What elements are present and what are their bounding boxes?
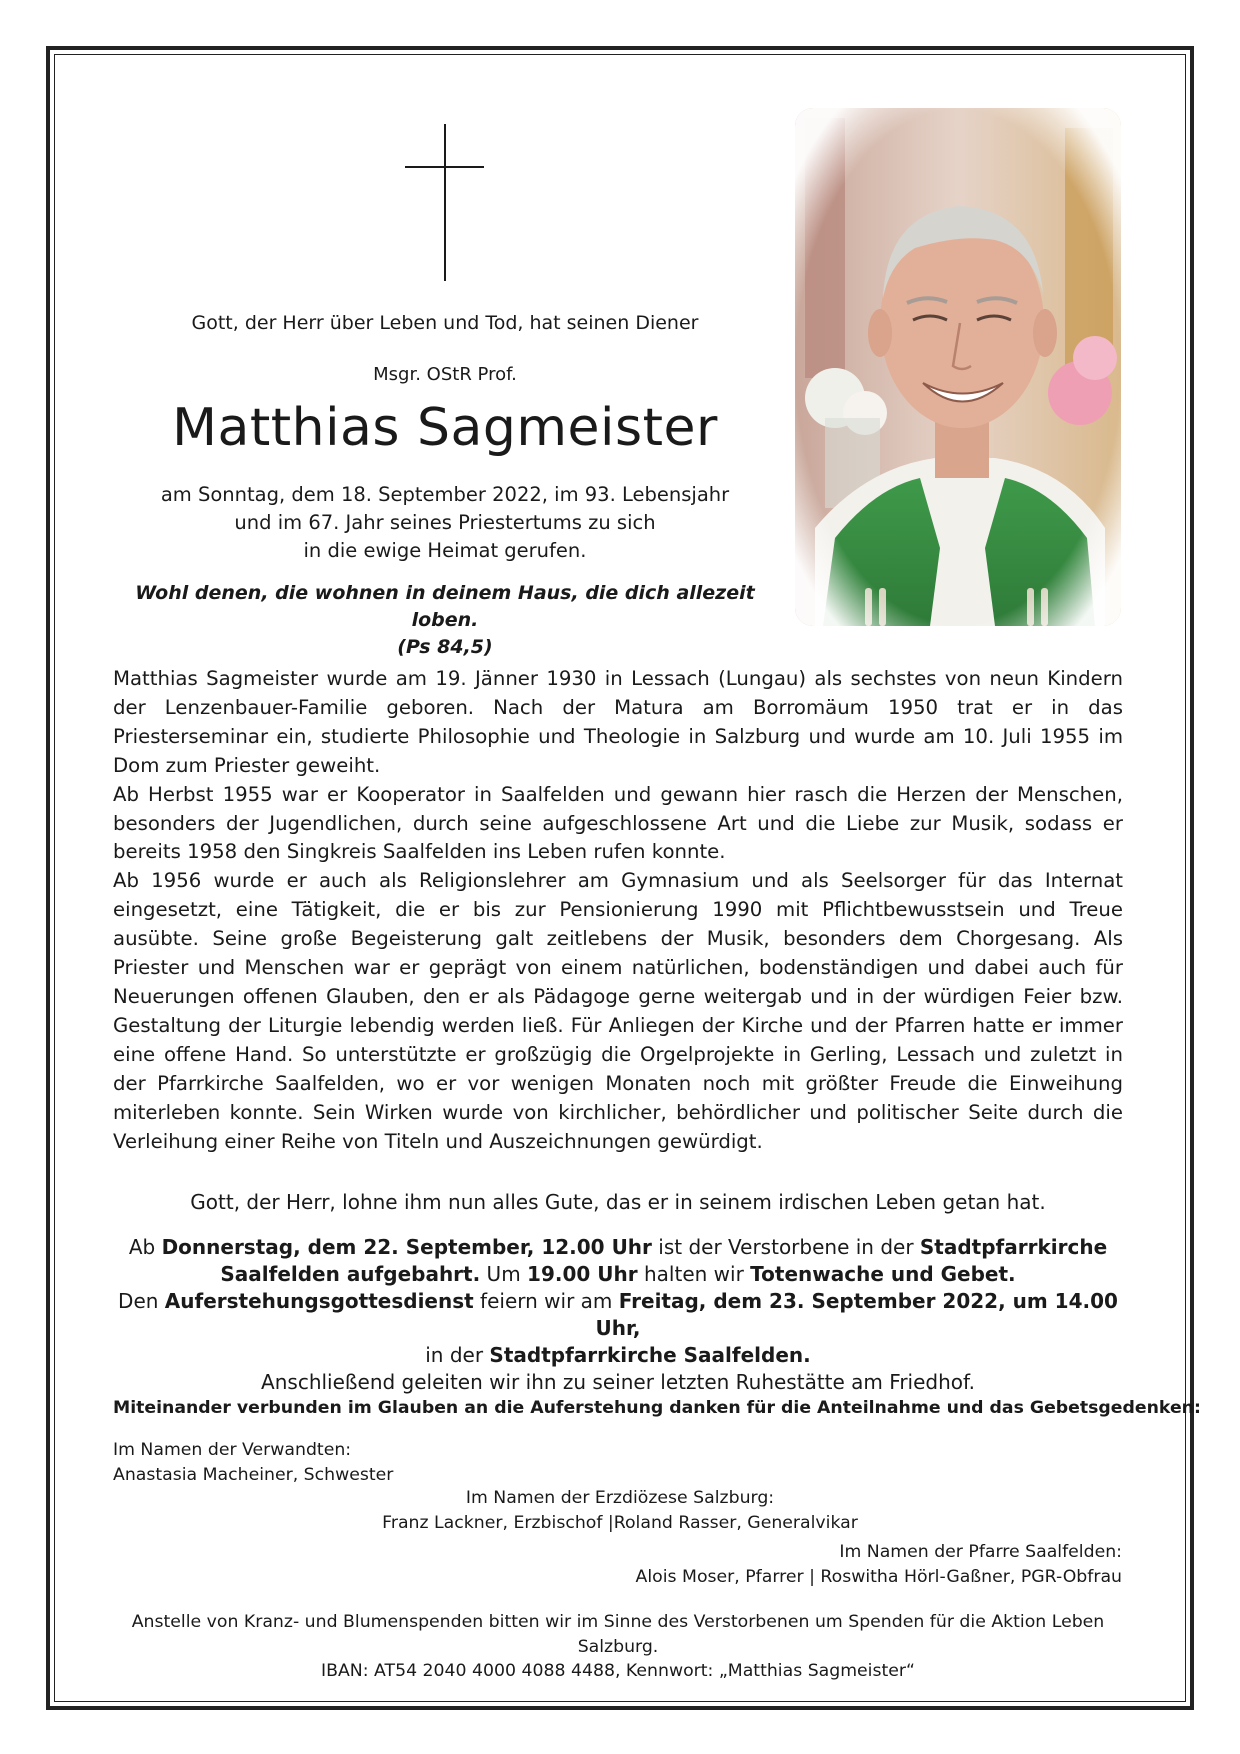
death-line: in die ewige Heimat gerufen. [303, 539, 587, 562]
signature-names: Anastasia Macheiner, Schwester [113, 1464, 394, 1485]
death-line: und im 67. Jahr seines Priestertums zu sich [234, 511, 656, 534]
signature-names: Franz Lackner, Erzbischof |Roland Rasser, Generalvikar [382, 1512, 858, 1533]
biography-paragraph: Ab Herbst 1955 war er Kooperator in Saalfelden und gewann hier rasch die Herzen der Menschen, besonders der Jugendlichen, durch seine aufgeschlossene Art und die Liebe zur Musik, sodass er bereits 1958 den Singkreis Saalfelden ins Leben rufen konnte. [113, 782, 1123, 864]
intro-text: Gott, der Herr über Leben und Tod, hat seinen Diener [191, 312, 699, 334]
signature-relatives [113, 1438, 393, 1487]
portrait-photo [795, 108, 1121, 626]
donation-text: Anstelle von Kranz- und Blumenspenden bitten wir im Sinne des Verstorbenen um Spenden für die Aktion Leben Salzburg. [131, 1612, 1105, 1657]
service-details [113, 1234, 1123, 1396]
psalm-quote [110, 580, 780, 661]
donation-iban: IBAN: AT54 2040 4000 4088 4488, Kennwort: „Matthias Sagmeister“ [321, 1661, 915, 1681]
gratitude-heading: Miteinander verbunden im Glauben an die Auferstehung danken für die Anteilnahme und das Gebetsgedenken: [113, 1398, 1201, 1418]
signature-parish [636, 1540, 1122, 1589]
biography-paragraph: Matthias Sagmeister wurde am 19. Jänner 1930 in Lessach (Lungau) als sechstes von neun Kindern der Lenzenbauer-Familie geboren. Nach der Matura am Borromäum 1950 trat er in das Priesterseminar ein, studierte Philosophie und Theologie in Salzburg und wurde am 10. Juli 1955 im Dom zum Priester geweiht. [113, 667, 1123, 777]
death-line: am Sonntag, dem 18. September 2022, im 93. Lebensjahr [160, 483, 730, 506]
service-line: Ab Donnerstag, dem 22. September, 12.00 Uhr ist der Verstorbene in der Stadtpfarrkirche [128, 1235, 1108, 1259]
academic-titles: Msgr. OStR Prof. [373, 364, 517, 385]
death-notice [110, 481, 780, 565]
signature-title: Im Namen der Erzdiözese Salzburg: [465, 1488, 775, 1508]
signature-names: Alois Moser, Pfarrer | Roswitha Hörl-Gaßner, PGR-Obfrau [635, 1566, 1122, 1587]
deceased-name: Matthias Sagmeister [172, 398, 718, 458]
blessing-line: Gott, der Herr, lohne ihm nun alles Gute, das er in seinem irdischen Leben getan hat. [190, 1190, 1046, 1214]
service-line: in der Stadtpfarrkirche Saalfelden. [425, 1343, 811, 1367]
donation-note [113, 1610, 1123, 1684]
service-line: Anschließend geleiten wir ihn zu seiner letzten Ruhestätte am Friedhof. [261, 1370, 975, 1394]
signature-diocese [300, 1486, 940, 1535]
psalm-text: Wohl denen, die wohnen in deinem Haus, die dich allezeit loben. [135, 582, 755, 631]
service-line: Den Auferstehungsgottesdienst feiern wir am Freitag, dem 23. September 2022, um 14.00 Uhr, [118, 1289, 1118, 1340]
biography [113, 665, 1123, 1156]
signature-title: Im Namen der Pfarre Saalfelden: [839, 1542, 1122, 1562]
psalm-reference: (Ps 84,5) [397, 636, 493, 658]
service-line: Saalfelden aufgebahrt. Um 19.00 Uhr halten wir Totenwache und Gebet. [220, 1262, 1016, 1286]
biography-paragraph: Ab 1956 wurde er auch als Religionslehrer am Gymnasium und als Seelsorger für das Internat eingesetzt, eine Tätigkeit, die er bis zur Pensionierung 1990 mit Pflichtbewusstsein und Treue ausübte. Seine große Begeisterung galt zeitlebens der Musik, besonders dem Chorgesang. Als Priester und Menschen war er geprägt von einem natürlichen, bodenständigen und dabei auch für Neuerungen offenen Glauben, den er als Pädagoge gerne weitergab und in der würdigen Feier bzw. Gestaltung der Liturgie lebendig werden ließ. Für Anliegen der Kirche und der Pfarren hatte er immer eine offene Hand. So unterstützte er großzügig die Orgelprojekte in Gerling, Lessach und zuletzt in der Pfarrkirche Saalfelden, wo er vor wenigen Monaten noch mit größter Freude die Einweihung miterleben konnte. Sein Wirken wurde von kirchlicher, behördlicher und politischer Seite durch die Verleihung einer Reihe von Titeln und Auszeichnungen gewürdigt. [113, 869, 1123, 1153]
signature-title: Im Namen der Verwandten: [113, 1440, 352, 1460]
